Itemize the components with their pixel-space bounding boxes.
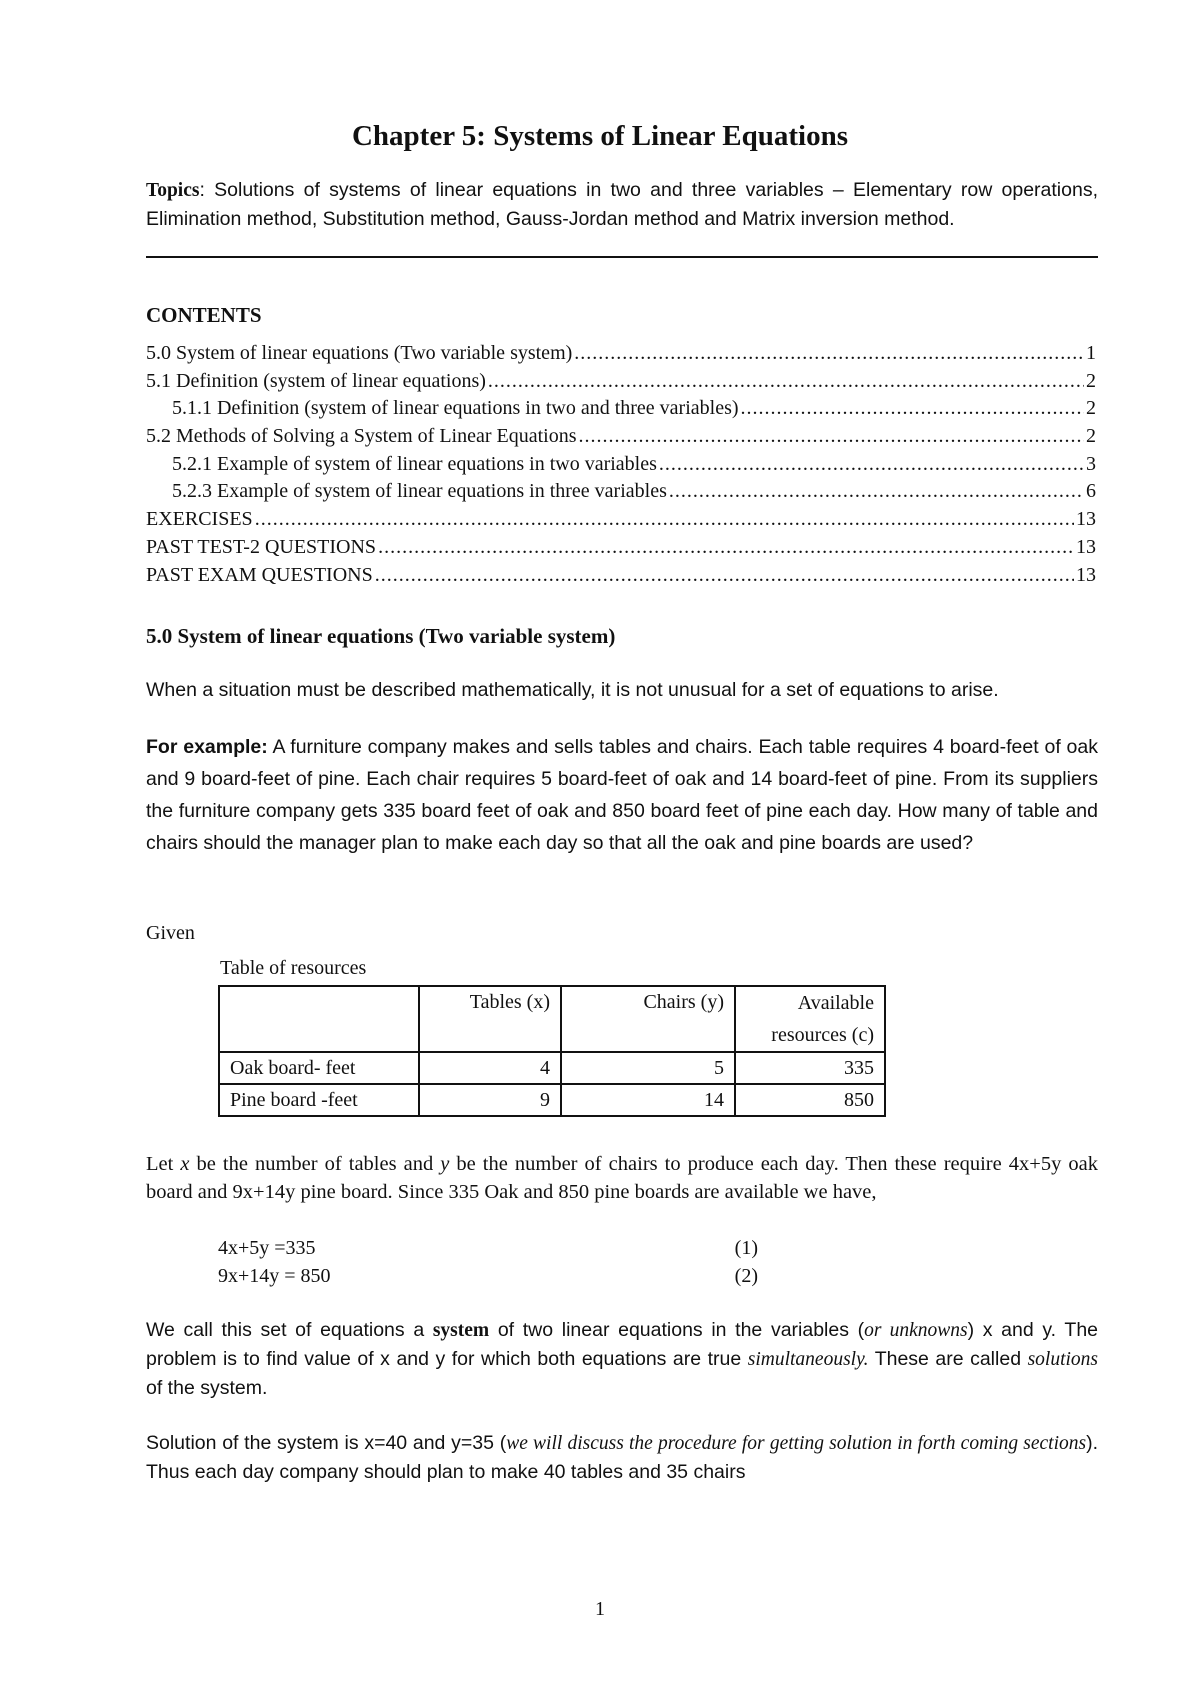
toc-leader-dots xyxy=(574,340,1084,368)
toc-entry-page: 13 xyxy=(1076,535,1096,558)
table-header-cell: Available resources (c) xyxy=(735,986,885,1052)
equation-1 xyxy=(218,1234,758,1262)
text-run: Solution of the system is x=40 and y=35 ( xyxy=(146,1432,507,1454)
toc-entry-page: 2 xyxy=(1086,369,1096,392)
table-header-cell: Chairs (y) xyxy=(561,986,735,1052)
toc-entry-label: 5.2.1 Example of system of linear equations in two variables xyxy=(172,452,657,475)
table-header-cell xyxy=(219,986,419,1052)
table-cell: 850 xyxy=(735,1084,885,1116)
table-of-contents xyxy=(146,340,1096,589)
table-cell: Oak board- feet xyxy=(219,1052,419,1084)
toc-leader-dots xyxy=(579,423,1084,451)
table-cell: 9 xyxy=(419,1084,561,1116)
toc-entry[interactable] xyxy=(146,534,1096,562)
toc-entry-page: 1 xyxy=(1086,342,1096,364)
text-run: be the number of tables and xyxy=(189,1153,441,1175)
toc-entry-label: 5.0 System of linear equations (Two variable system) xyxy=(146,342,573,364)
toc-leader-dots xyxy=(741,395,1084,423)
contents-heading: CONTENTS xyxy=(146,303,262,327)
text-run: of the system. xyxy=(146,1377,268,1399)
table-cell: 335 xyxy=(735,1052,885,1084)
text-run: Let xyxy=(146,1153,181,1175)
toc-entry[interactable] xyxy=(146,562,1096,590)
toc-entry[interactable] xyxy=(146,506,1096,534)
text-run: We call this set of equations a xyxy=(146,1319,433,1341)
toc-entry[interactable] xyxy=(146,423,1096,451)
toc-entry-label: PAST EXAM QUESTIONS xyxy=(146,563,373,586)
italic-term: simultaneously. xyxy=(747,1349,869,1370)
toc-entry-page: 13 xyxy=(1076,563,1096,586)
variable-y: y xyxy=(440,1153,450,1175)
solution-paragraph xyxy=(146,1429,1098,1486)
toc-entry[interactable] xyxy=(146,451,1096,479)
variables-paragraph xyxy=(146,1150,1098,1206)
table-cell: 5 xyxy=(561,1052,735,1084)
given-label: Given xyxy=(146,922,195,944)
table-header-cell: Tables (x) xyxy=(419,986,561,1052)
section-heading: 5.0 System of linear equations (Two variable system) xyxy=(146,624,616,648)
system-paragraph xyxy=(146,1316,1098,1402)
toc-leader-dots xyxy=(378,534,1074,562)
equation-number: (1) xyxy=(734,1237,758,1259)
bold-term: system xyxy=(432,1320,490,1341)
example-text: A furniture company makes and sells tables and chairs. Each table requires 4 board-feet of oak and 9 board-feet of pine. Each chair requires 5 board-feet of oak and 14 board-feet of pine. From its suppliers the furniture company gets 335 board feet of oak and 850 board feet of pine each day. How many of table and chairs should the manager plan to make each day so that all the oak and pine boards are used? xyxy=(146,736,1098,854)
resources-table xyxy=(218,985,886,1117)
toc-leader-dots xyxy=(659,451,1084,479)
toc-entry-page: 13 xyxy=(1076,508,1096,531)
topics-text: : Solutions of systems of linear equations in two and three variables – Elementary row operations, Elimination method, Substitution method, Gauss-Jordan method and Matrix inversion method. xyxy=(146,179,1098,230)
text-run: ). Thus each day company should plan to make 40 tables and 35 chairs xyxy=(146,1432,1098,1483)
toc-leader-dots xyxy=(669,478,1084,506)
toc-entry[interactable] xyxy=(146,368,1096,396)
toc-entry-page: 3 xyxy=(1086,452,1096,475)
toc-entry-page: 6 xyxy=(1086,480,1096,503)
table-header-row xyxy=(219,986,885,1052)
text-run: of two linear equations in the variables ( xyxy=(489,1319,865,1341)
example-paragraph xyxy=(146,731,1098,859)
toc-leader-dots xyxy=(255,506,1074,534)
equation-expression: 9x+14y = 850 xyxy=(218,1265,331,1287)
toc-entry-label: 5.2.3 Example of system of linear equations in three variables xyxy=(172,480,667,503)
text-run: ) x and y. The problem is to find value of x and y for which both equations are true xyxy=(146,1319,1099,1370)
equation-expression: 4x+5y =335 xyxy=(218,1237,316,1259)
topics-paragraph xyxy=(146,176,1098,233)
italic-term: solutions xyxy=(1027,1349,1098,1370)
equation-2 xyxy=(218,1262,758,1290)
toc-entry[interactable] xyxy=(146,395,1096,423)
variable-x: x xyxy=(180,1153,190,1175)
toc-entry-page: 2 xyxy=(1086,425,1096,448)
table-cell: Pine board -feet xyxy=(219,1084,419,1116)
toc-entry-label: PAST TEST-2 QUESTIONS xyxy=(146,535,377,558)
italic-term: or unknowns xyxy=(864,1320,968,1341)
italic-term: we will discuss the procedure for getting solution in forth coming sections xyxy=(506,1433,1087,1454)
table-row xyxy=(219,1084,885,1116)
toc-leader-dots xyxy=(488,368,1084,396)
toc-entry-label: 5.1 Definition (system of linear equations) xyxy=(146,369,486,392)
toc-entry-label: 5.2 Methods of Solving a System of Linear Equations xyxy=(146,425,577,448)
text-run: These are called xyxy=(868,1348,1028,1370)
example-label: For example: xyxy=(146,736,268,758)
table-cell: 14 xyxy=(561,1084,735,1116)
table-caption: Table of resources xyxy=(220,957,367,979)
toc-entry[interactable] xyxy=(146,478,1096,506)
toc-entry-page: 2 xyxy=(1086,397,1096,420)
toc-leader-dots xyxy=(375,562,1074,590)
topics-label: Topics xyxy=(146,180,200,201)
toc-entry[interactable] xyxy=(146,340,1096,368)
page-number: 1 xyxy=(595,1598,605,1620)
table-row xyxy=(219,1052,885,1084)
intro-paragraph: When a situation must be described mathematically, it is not unusual for a set of equations to arise. xyxy=(146,679,999,701)
table-cell: 4 xyxy=(419,1052,561,1084)
text-run: be the number of chairs to produce each day. Then these require 4x+5y oak board and 9x+14y pine board. Since 335 Oak and 850 pine boards are available we have, xyxy=(146,1153,1098,1203)
divider-rule xyxy=(146,256,1098,258)
toc-entry-label: EXERCISES xyxy=(146,508,253,531)
page-title: Chapter 5: Systems of Linear Equations xyxy=(351,120,848,152)
equation-number: (2) xyxy=(734,1265,758,1287)
toc-entry-label: 5.1.1 Definition (system of linear equations in two and three variables) xyxy=(172,397,739,420)
